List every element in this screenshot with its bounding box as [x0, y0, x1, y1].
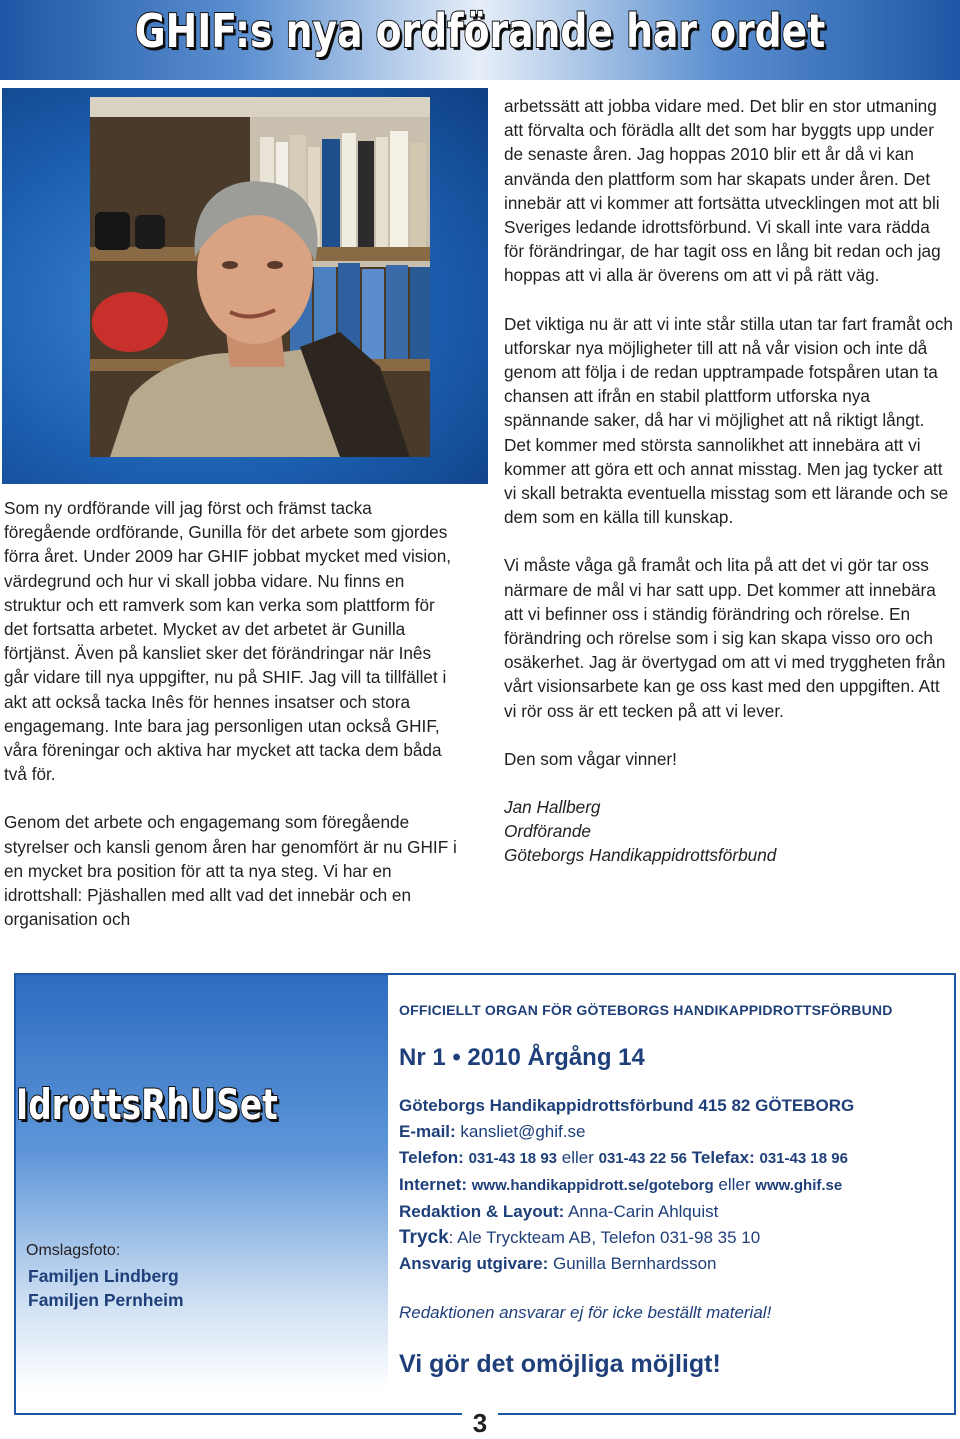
phone-label: Telefon:: [399, 1148, 464, 1167]
cover-photo-credit: [26, 1242, 184, 1312]
internet-line: [399, 1172, 954, 1199]
address-line: Göteborgs Handikappidrottsförbund 415 82 GÖTEBORG: [399, 1096, 855, 1115]
phone-or: eller: [561, 1148, 594, 1167]
page-title: GHIF:s nya ordförande har ordet: [134, 4, 826, 58]
closing-line: Den som vågar vinner!: [504, 748, 677, 769]
publisher-label: Ansvarig utgivare:: [399, 1254, 549, 1273]
internet-or: eller: [718, 1175, 751, 1194]
right-paragraph-3: Vi måste våga gå framåt och lita på att det vi gör tar oss närmare de mål vi har satt upp. Det kommer att innebära att vi befinner oss i ständig förändring och rörelse. En förändring och rörelse som i sig kan skapa visso oro och osäkerhet. Jag är övertygad om att vi med tryggheten från vårt visionsarbete kan ge oss kast med den uppgiften. Att vi rör oss är ett tecken på att vi lever.: [504, 555, 946, 721]
fax-value: 031-43 18 96: [759, 1150, 848, 1167]
masthead-gradient: [16, 975, 388, 1413]
left-paragraph-2: Genom det arbete och engagemang som föregående styrelser och kansli genom åren har genomfört är nu GHIF i en mycket bra position för att ta nya steg. Vi har en idrottshall: Pjäshallen med allt vad det innebär och en organisation och: [4, 812, 457, 930]
email-value[interactable]: kansliet@ghif.se: [460, 1122, 586, 1141]
issue-number: Nr 1 • 2010 Årgång 14: [399, 1044, 645, 1071]
email-line: [399, 1119, 954, 1145]
editorial-value: Anna-Carin Ahlquist: [568, 1202, 719, 1221]
masthead-details: [399, 1002, 954, 1379]
cover-photo-name: Familjen Lindberg: [28, 1266, 179, 1286]
chairman-photo: [90, 97, 430, 457]
editorial-line: [399, 1199, 954, 1225]
publisher-value: Gunilla Bernhardsson: [553, 1254, 717, 1273]
email-label: E-mail:: [399, 1122, 456, 1141]
right-column: [504, 94, 954, 868]
right-paragraph-1: arbetssätt att jobba vidare med. Det blir en stor utmaning att förvalta och förädla allt det som har byggts upp under de senaste åren. Jag hoppas 2010 blir ett år då vi kan använda den plattform som har skapats under åren. Det innebär att vi kommer att fortsätta utvecklingen mot att bli Sveriges ledande idrottsförbund. Vi skall inte vara rädda för förändringar, de har tagit oss en lång bit redan och jag hoppas att vi alla är överens om att vi på rätt väg.: [504, 96, 941, 286]
cover-photo-label: Omslagsfoto:: [26, 1242, 121, 1259]
phone-value: 031-43 18 93: [468, 1150, 558, 1167]
internet-label: Internet:: [399, 1175, 467, 1194]
print-line: [399, 1225, 954, 1251]
official-organ: OFFICIELLT ORGAN FÖR GÖTEBORGS HANDIKAPPIDROTTSFÖRBUND: [399, 1002, 893, 1018]
editorial-label: Redaktion & Layout:: [399, 1202, 565, 1221]
phone-line: [399, 1145, 954, 1172]
signature-title: Ordförande: [504, 821, 591, 842]
right-paragraph-2: Det viktiga nu är att vi inte står stilla utan tar fart framåt och utforskar nya möjligheter till att nå vår vision och inte då genom att följa i de redan upptrampade fotspåren utan ta chansen att ifrån en stabil plattform utforska nya spännande saker, då har vi möjlighet att nå riktigt långt. Det kommer med största sannolikhet att innebära att vi kommer att göra ett och annat misstag. Men jag tycker att vi skall betrakta eventuella misstag som ett lärande och se dem som en källa till kunskap.: [504, 313, 953, 528]
internet-link-2[interactable]: www.ghif.se: [755, 1177, 843, 1194]
print-value: : Ale Tryckteam AB, Telefon 031-98 35 10: [448, 1228, 761, 1247]
page-number: 3: [462, 1408, 498, 1439]
signature-name: Jan Hallberg: [504, 797, 601, 818]
slogan: Vi gör det omöjliga möjligt!: [399, 1350, 721, 1378]
fax-label: Telefax:: [691, 1148, 755, 1167]
left-paragraph-1: Som ny ordförande vill jag först och främst tacka föregående ordförande, Gunilla för det arbete som gjordes förra året. Under 2009 har GHIF jobbat mycket med vision, värdegrund och hur vi skall jobba vidare. Nu finns en struktur och ett ramverk som kan verka som plattform för det fortsatta arbetet. Mycket av det arbetet är Gunilla förtjänst. Även på kansliet sker det förändringar när Inês går vidare till nya uppgifter, nu på SHIF. Jag vill ta tillfället i akt att också tacka Inês för hennes insatser och stora engagemang. Inte bara jag personligen utan också GHIF, våra föreningar och aktiva har mycket att tacka dem båda två för.: [4, 498, 452, 785]
print-label: Tryck: [399, 1227, 449, 1248]
publisher-line: [399, 1251, 954, 1277]
left-column: [4, 496, 460, 931]
disclaimer: Redaktionen ansvarar ej för icke beställt material!: [399, 1303, 772, 1322]
contact-details: [399, 1093, 954, 1277]
signature-organization: Göteborgs Handikappidrottsförbund: [504, 845, 777, 866]
magazine-logo: IdrottsRhUSet: [16, 1080, 278, 1129]
internet-link-1[interactable]: www.handikappidrott.se/goteborg: [471, 1177, 714, 1194]
cover-photo-name: Familjen Pernheim: [28, 1290, 184, 1310]
phone-value-2: 031-43 22 56: [598, 1150, 688, 1167]
